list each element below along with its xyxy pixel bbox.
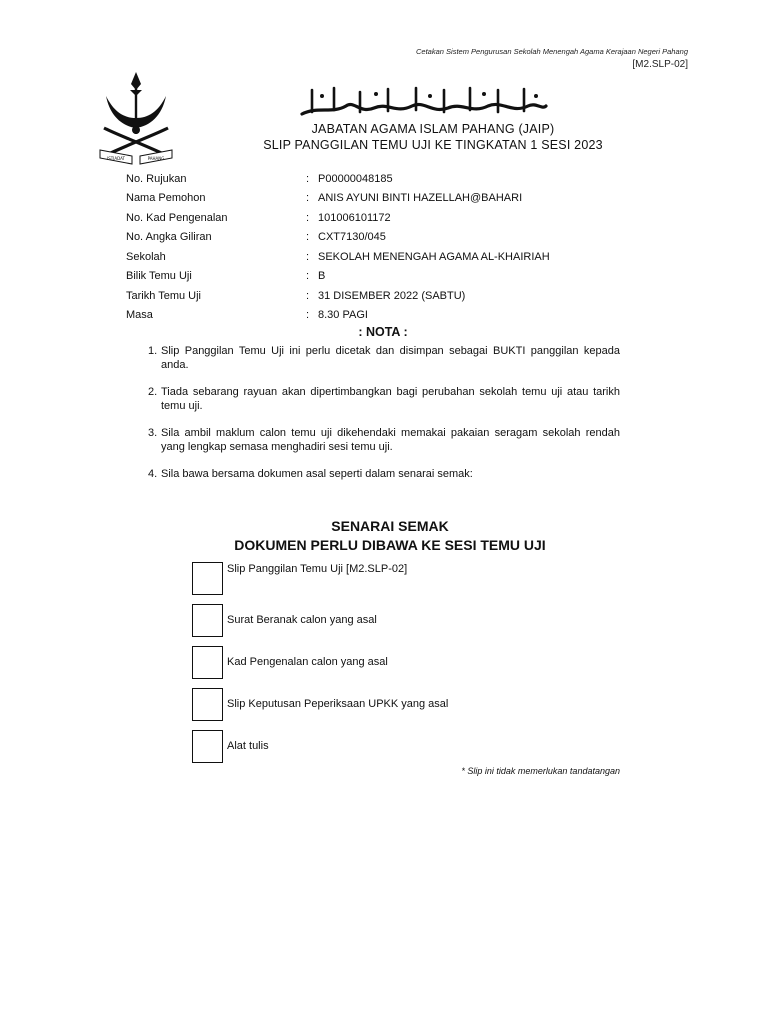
detail-row-ic-number [126, 208, 626, 228]
note-number: 1. [148, 345, 158, 357]
note-number: 4. [148, 468, 158, 480]
detail-label: No. Kad Pengenalan [126, 211, 228, 224]
checklist-item [192, 557, 492, 599]
detail-label: No. Angka Giliran [126, 231, 212, 244]
organization-title: JABATAN AGAMA ISLAM PAHANG (JAIP) [311, 122, 555, 136]
checklist-item [192, 683, 492, 725]
note-item [148, 426, 620, 454]
checklist-item-label: Surat Beranak calon yang asal [227, 614, 377, 626]
detail-value: 101006101172 [318, 211, 391, 224]
note-text: Tiada sebarang rayuan akan dipertimbangkan bagi perubahan sekolah temu uji atau tarikh temu uji. [161, 386, 620, 412]
detail-label: Bilik Temu Uji [126, 270, 192, 283]
checkbox[interactable] [192, 730, 223, 763]
detail-colon: : [306, 250, 310, 263]
detail-colon: : [306, 192, 310, 205]
detail-colon: : [306, 231, 310, 244]
detail-row-test-room [126, 267, 626, 287]
checklist-item-label: Slip Keputusan Peperiksaan UPKK yang asal [227, 698, 449, 710]
note-number: 3. [148, 427, 158, 439]
slip-title: SLIP PANGGILAN TEMU UJI KE TINGKATAN 1 SESI 2023 [263, 138, 603, 152]
applicant-details [126, 169, 626, 325]
detail-value: ANIS AYUNI BINTI HAZELLAH@BAHARI [318, 192, 523, 205]
detail-value: 8.30 PAGI [318, 309, 368, 322]
detail-label: Tarikh Temu Uji [126, 289, 201, 302]
detail-label: Nama Pemohon [126, 192, 206, 205]
detail-label: No. Rujukan [126, 172, 187, 185]
detail-value: B [318, 270, 326, 283]
detail-value: SEKOLAH MENENGAH AGAMA AL-KHAIRIAH [318, 250, 550, 263]
detail-value: CXT7130/045 [318, 231, 386, 244]
detail-label: Sekolah [126, 250, 166, 263]
detail-row-school [126, 247, 626, 267]
detail-value: 31 DISEMBER 2022 (SABTU) [318, 289, 466, 302]
svg-text:ISTIADAT: ISTIADAT [107, 156, 125, 161]
detail-label: Masa [126, 309, 153, 322]
checkbox[interactable] [192, 562, 223, 595]
svg-text:PAHANG: PAHANG [147, 156, 165, 161]
detail-colon: : [306, 211, 310, 224]
note-text: Slip Panggilan Temu Uji ini perlu dicetak dan disimpan sebagai BUKTI panggilan kepada anda. [161, 345, 620, 371]
checkbox[interactable] [192, 604, 223, 637]
detail-value: P00000048185 [318, 172, 393, 185]
detail-colon: : [306, 270, 310, 283]
detail-row-test-date [126, 286, 626, 306]
detail-row-time [126, 306, 626, 326]
notes-list [148, 344, 620, 494]
note-number: 2. [148, 386, 158, 398]
checklist-item [192, 641, 492, 683]
checklist-title: SENARAI SEMAK [331, 518, 449, 534]
detail-row-turn-number [126, 228, 626, 248]
checklist-item [192, 725, 492, 767]
system-print-note: Cetakan Sistem Pengurusan Sekolah Menengah Agama Kerajaan Negeri Pahang [416, 47, 688, 56]
checkbox[interactable] [192, 688, 223, 721]
note-item [148, 344, 620, 372]
nota-heading: : NOTA : [358, 325, 408, 339]
note-item [148, 385, 620, 413]
jawi-calligraphy-banner [298, 84, 550, 120]
detail-colon: : [306, 172, 310, 185]
detail-row-applicant-name [126, 189, 626, 209]
detail-colon: : [306, 289, 310, 302]
document-checklist [192, 557, 492, 767]
checklist-item [192, 599, 492, 641]
checklist-subtitle: DOKUMEN PERLU DIBAWA KE SESI TEMU UJI [234, 537, 546, 553]
note-text: Sila ambil maklum calon temu uji dikehendaki memakai pakaian seragam sekolah rendah yang lengkap semasa menghadiri sesi temu uji. [161, 427, 620, 453]
checklist-item-label: Kad Pengenalan calon yang asal [227, 656, 388, 668]
detail-row-reference-no [126, 169, 626, 189]
checklist-item-label: Alat tulis [227, 740, 269, 752]
checkbox[interactable] [192, 646, 223, 679]
checklist-item-label: Slip Panggilan Temu Uji [M2.SLP-02] [227, 563, 408, 575]
note-text: Sila bawa bersama dokumen asal seperti dalam senarai semak: [161, 468, 473, 480]
note-item [148, 467, 620, 481]
detail-colon: : [306, 309, 310, 322]
pahang-crest-icon [96, 70, 176, 166]
no-signature-note: * Slip ini tidak memerlukan tandatangan [461, 766, 620, 776]
form-reference-code: [M2.SLP-02] [632, 59, 688, 70]
